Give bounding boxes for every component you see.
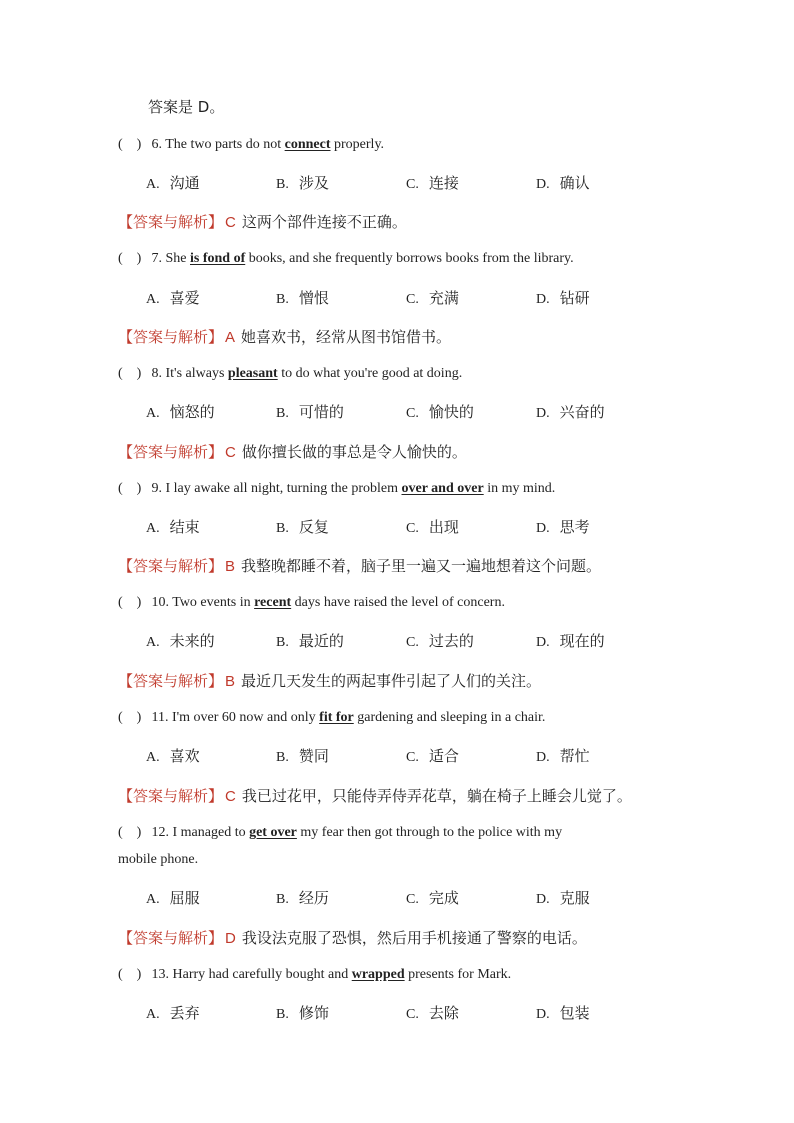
question-text-pre: It's always bbox=[165, 366, 225, 381]
keyword: recent bbox=[254, 595, 292, 610]
option-b: B. 反复 bbox=[276, 518, 329, 536]
answer-explanation: 【答案与解析】 C 做你擅长做的事总是令人愉快的。 bbox=[118, 443, 467, 461]
answer-blank: ( ) bbox=[118, 595, 142, 610]
keyword: connect bbox=[284, 137, 331, 152]
option-a: A. 结束 bbox=[146, 518, 200, 536]
question-text-pre: I managed to bbox=[172, 825, 246, 840]
question-number: 11. bbox=[151, 710, 169, 725]
question-9 bbox=[118, 481, 555, 497]
question-text-post: properly. bbox=[334, 137, 385, 152]
answer-explanation: 【答案与解析】 B 最近几天发生的两起事件引起了人们的关注。 bbox=[118, 672, 542, 690]
question-text-pre: Harry had carefully bought and bbox=[172, 967, 349, 982]
keyword: is fond of bbox=[190, 251, 246, 266]
question-text-post: in my mind. bbox=[487, 481, 556, 496]
question-8 bbox=[118, 366, 462, 382]
option-c: C. 出现 bbox=[406, 518, 459, 536]
option-d: D. 思考 bbox=[536, 518, 590, 536]
option-b: B. 最近的 bbox=[276, 632, 344, 650]
option-b: B. 修饰 bbox=[276, 1004, 329, 1022]
option-d: D. 确认 bbox=[536, 174, 590, 192]
keyword: over and over bbox=[401, 481, 484, 496]
option-a: A. 喜欢 bbox=[146, 747, 200, 765]
question-text-post: my fear then got through to the police with my bbox=[300, 825, 563, 840]
answer-blank: ( ) bbox=[118, 137, 142, 152]
option-d: D. 克服 bbox=[536, 889, 590, 907]
option-c: C. 充满 bbox=[406, 289, 459, 307]
question-number: 8. bbox=[151, 366, 162, 381]
question-text-post: to do what you're good at doing. bbox=[281, 366, 463, 381]
question-text-pre: I'm over 60 now and only bbox=[171, 710, 316, 725]
answer-blank: ( ) bbox=[118, 251, 142, 266]
question-11 bbox=[118, 710, 545, 726]
answer-explanation: 【答案与解析】 A 她喜欢书，经常从图书馆借书。 bbox=[118, 328, 452, 346]
question-text-post: presents for Mark. bbox=[408, 967, 512, 982]
option-c: C. 过去的 bbox=[406, 632, 474, 650]
keyword: pleasant bbox=[227, 366, 278, 381]
answer-explanation: 【答案与解析】 D 我设法克服了恐惧，然后用手机接通了警察的电话。 bbox=[118, 929, 587, 947]
intro-answer: 答案是 D。 bbox=[148, 98, 225, 116]
option-c: C. 连接 bbox=[406, 174, 459, 192]
answer-blank: ( ) bbox=[118, 825, 142, 840]
option-b: B. 经历 bbox=[276, 889, 329, 907]
question-text-post: books, and she frequently borrows books from the library. bbox=[248, 251, 574, 266]
question-number: 12. bbox=[151, 825, 169, 840]
question-12 bbox=[118, 825, 562, 841]
answer-blank: ( ) bbox=[118, 366, 142, 381]
keyword: fit for bbox=[319, 710, 354, 725]
option-a: A. 未来的 bbox=[146, 632, 215, 650]
question-text-pre: I lay awake all night, turning the problem bbox=[165, 481, 398, 496]
option-d: D. 帮忙 bbox=[536, 747, 590, 765]
question-number: 10. bbox=[151, 595, 169, 610]
answer-explanation: 【答案与解析】 C 这两个部件连接不正确。 bbox=[118, 213, 407, 231]
answer-explanation: 【答案与解析】 B 我整晚都睡不着，脑子里一遍又一遍地想着这个问题。 bbox=[118, 557, 602, 575]
option-b: B. 赞同 bbox=[276, 747, 329, 765]
question-number: 13. bbox=[151, 967, 169, 982]
question-7 bbox=[118, 251, 574, 267]
question-12-continued: mobile phone. bbox=[118, 852, 199, 867]
option-a: A. 屈服 bbox=[146, 889, 200, 907]
question-number: 9. bbox=[151, 481, 162, 496]
answer-blank: ( ) bbox=[118, 481, 142, 496]
question-text-pre: Two events in bbox=[172, 595, 251, 610]
answer-explanation: 【答案与解析】 C 我已过花甲，只能侍弄侍弄花草，躺在椅子上睡会儿觉了。 bbox=[118, 787, 632, 805]
option-a: A. 恼怒的 bbox=[146, 403, 215, 421]
option-d: D. 现在的 bbox=[536, 632, 605, 650]
question-text-pre: She bbox=[165, 251, 187, 266]
option-b: B. 可惜的 bbox=[276, 403, 344, 421]
question-number: 6. bbox=[151, 137, 162, 152]
option-d: D. 钻研 bbox=[536, 289, 590, 307]
question-text-pre: The two parts do not bbox=[165, 137, 282, 152]
option-b: B. 涉及 bbox=[276, 174, 329, 192]
option-a: A. 丢弃 bbox=[146, 1004, 200, 1022]
question-6 bbox=[118, 137, 384, 153]
option-b: B. 憎恨 bbox=[276, 289, 329, 307]
option-c: C. 愉快的 bbox=[406, 403, 474, 421]
answer-blank: ( ) bbox=[118, 710, 142, 725]
question-text-post: days have raised the level of concern. bbox=[294, 595, 505, 610]
keyword: wrapped bbox=[351, 967, 405, 982]
question-13 bbox=[118, 967, 511, 983]
option-c: C. 去除 bbox=[406, 1004, 459, 1022]
option-d: D. 包装 bbox=[536, 1004, 590, 1022]
question-number: 7. bbox=[151, 251, 162, 266]
question-text-post: gardening and sleeping in a chair. bbox=[357, 710, 546, 725]
question-10 bbox=[118, 595, 505, 611]
option-c: C. 适合 bbox=[406, 747, 459, 765]
option-d: D. 兴奋的 bbox=[536, 403, 605, 421]
answer-blank: ( ) bbox=[118, 967, 142, 982]
option-c: C. 完成 bbox=[406, 889, 459, 907]
keyword: get over bbox=[249, 825, 297, 840]
option-a: A. 沟通 bbox=[146, 174, 200, 192]
option-a: A. 喜爱 bbox=[146, 289, 200, 307]
